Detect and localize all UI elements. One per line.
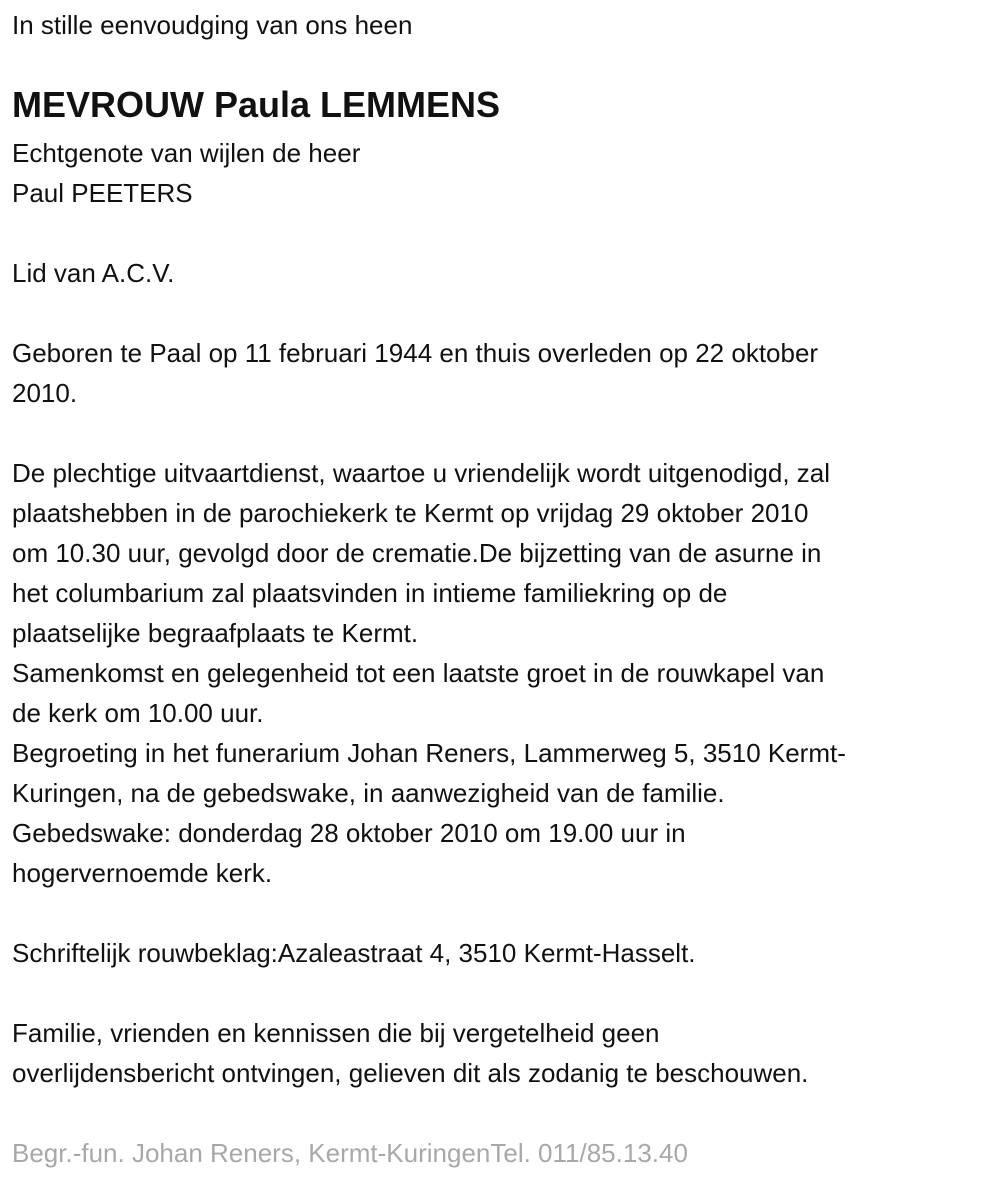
funeral-home-footer: Begr.-fun. Johan Reners, Kermt-KuringenTel. 011/85.13.40 (12, 1138, 688, 1168)
notice-line: Familie, vrienden en kennissen die bij vergetelheid geen (12, 1018, 660, 1048)
ceremony-line: Samenkomst en gelegenheid tot een laatste groet in de rouwkapel van (12, 658, 825, 688)
ceremony-line: Kuringen, na de gebedswake, in aanwezigheid van de familie. (12, 778, 725, 808)
condolences-address: Schriftelijk rouwbeklag:Azaleastraat 4, 3510 Kermt-Hasselt. (12, 938, 696, 968)
ceremony-line: het columbarium zal plaatsvinden in intieme familiekring op de (12, 578, 728, 608)
birth-death-line: Geboren te Paal op 11 februari 1944 en thuis overleden op 22 oktober (12, 338, 819, 368)
ceremony-line: plaatselijke begraafplaats te Kermt. (12, 618, 419, 648)
ceremony-line: De plechtige uitvaartdienst, waartoe u vriendelijk wordt uitgenodigd, zal (12, 458, 831, 488)
ceremony-line: Gebedswake: donderdag 28 oktober 2010 om 19.00 uur in (12, 818, 686, 848)
ceremony-line: hogervernoemde kerk. (12, 858, 273, 888)
spouse-line: Echtgenote van wijlen de heer (12, 138, 361, 168)
notice-line: overlijdensbericht ontvingen, gelieven dit als zodanig te beschouwen. (12, 1058, 809, 1088)
deceased-name: MEVROUW Paula LEMMENS (12, 84, 501, 125)
intro-line: In stille eenvoudging van ons heen (12, 10, 413, 40)
ceremony-line: plaatshebben in de parochiekerk te Kermt op vrijdag 29 oktober 2010 (12, 498, 809, 528)
membership: Lid van A.C.V. (12, 258, 175, 288)
ceremony-line: om 10.30 uur, gevolgd door de crematie.De bijzetting van de asurne in (12, 538, 822, 568)
birth-death-line: 2010. (12, 378, 78, 408)
spouse-name: Paul PEETERS (12, 178, 193, 208)
ceremony-line: de kerk om 10.00 uur. (12, 698, 264, 728)
ceremony-line: Begroeting in het funerarium Johan Reners, Lammerweg 5, 3510 Kermt- (12, 738, 846, 768)
